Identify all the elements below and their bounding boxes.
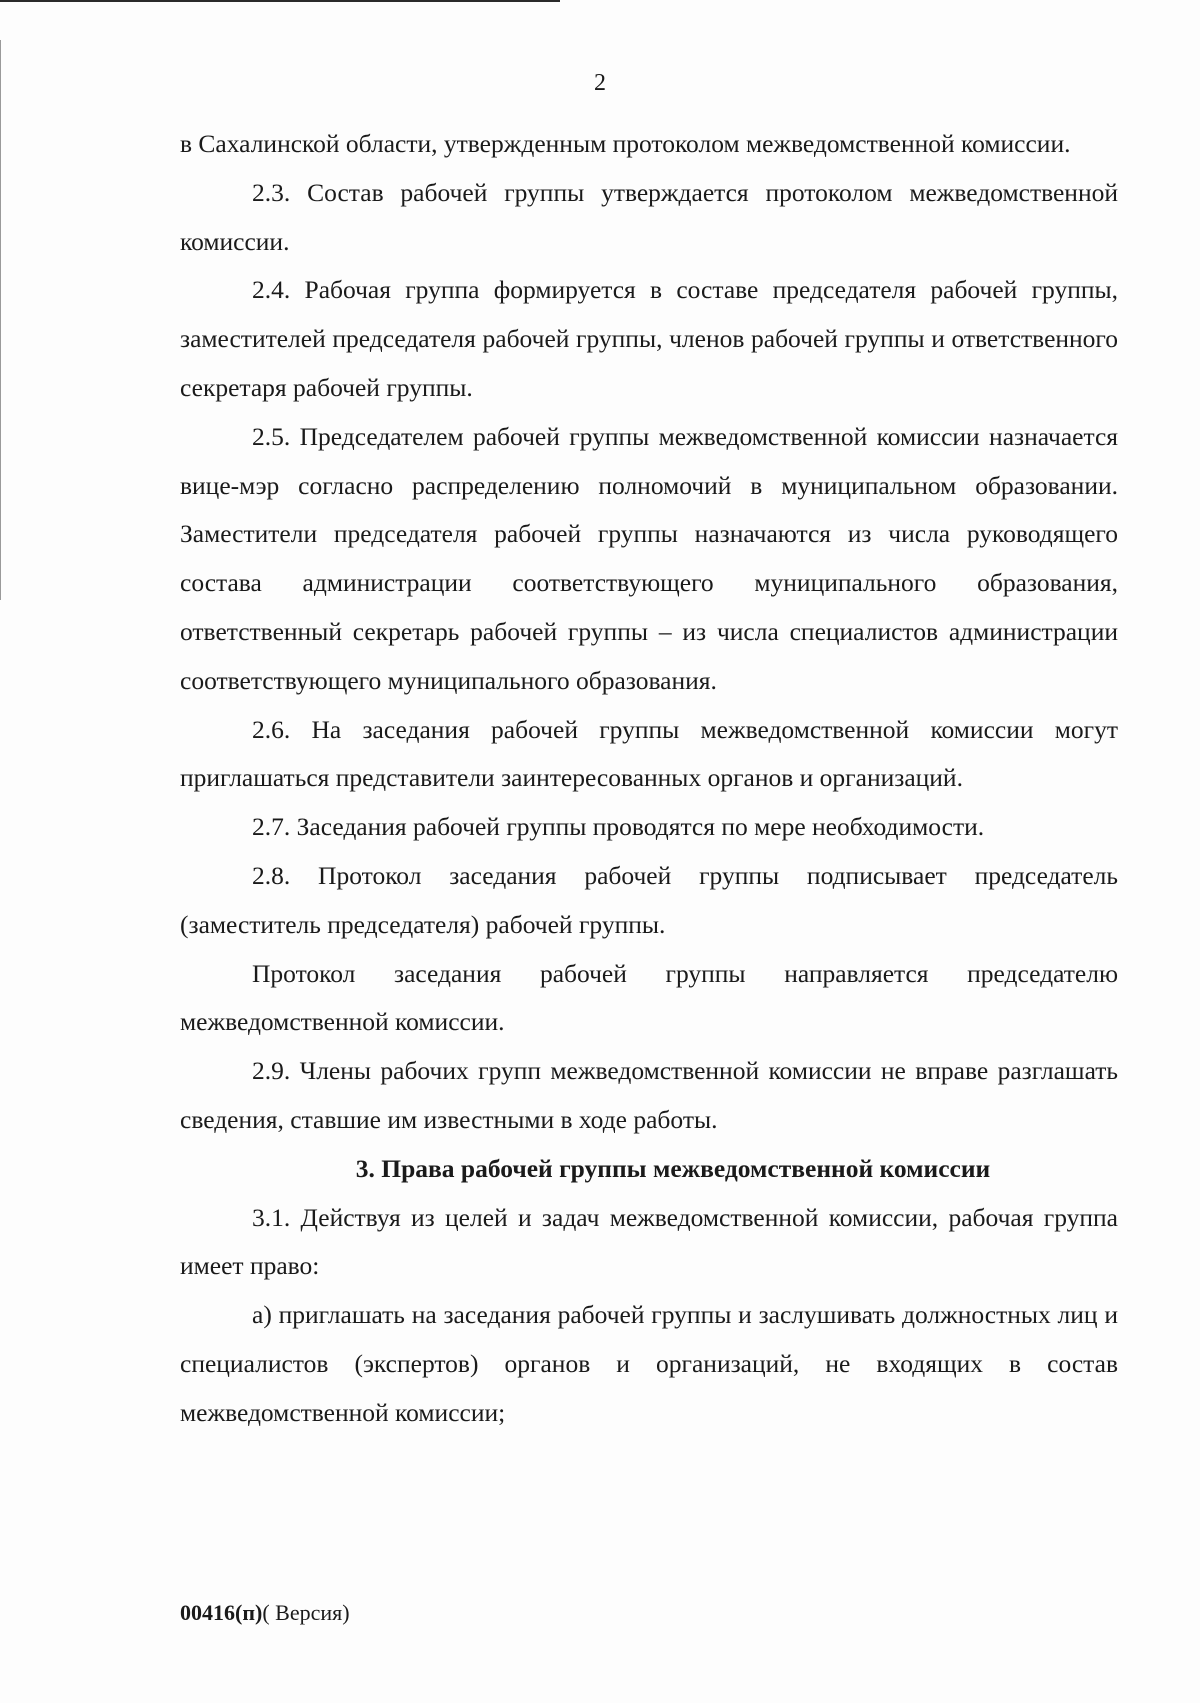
paragraph-3-1: 3.1. Действуя из целей и задач межведомственной комиссии, рабочая группа имеет право: [180, 1202, 1118, 1281]
paragraph-2-7: 2.7. Заседания рабочей группы проводятся по мере необходимости. [252, 812, 985, 842]
top-border-line [0, 0, 560, 2]
paragraph-2-8: 2.8. Протокол заседания рабочей группы подписывает председатель (заместитель председателя) рабочей группы. [180, 860, 1118, 939]
paragraph-2-5: 2.5. Председателем рабочей группы межведомственной комиссии назначается вице-мэр согласно распределению полномочий в муниципальном образовании. Заместители председателя рабочей группы назначаются из числа руководящего состава администрации соответствующего муниципального образования, ответственный секретарь рабочей группы – из числа специалистов администрации соответствующего муниципального образования. [180, 421, 1118, 695]
left-border-line [0, 40, 1, 600]
paragraph-2-4: 2.4. Рабочая группа формируется в составе председателя рабочей группы, заместителей председателя рабочей группы, членов рабочей группы и ответственного секретаря рабочей группы. [180, 275, 1118, 402]
paragraph-2-9: 2.9. Члены рабочих групп межведомственной комиссии не вправе разглашать сведения, ставшие им известными в ходе работы. [180, 1056, 1118, 1134]
document-code: 00416(п) [180, 1600, 263, 1625]
paragraph-2-6: 2.6. На заседания рабочей группы межведомственной комиссии могут приглашаться представители заинтересованных органов и организаций. [180, 714, 1118, 793]
paragraph-2-3: 2.3. Состав рабочей группы утверждается протоколом межведомственной комиссии. [180, 177, 1118, 256]
paragraph-3-1-a: а) приглашать на заседания рабочей группы и заслушивать должностных лиц и специалистов (экспертов) органов и организаций, не входящих в состав межведомственной комиссии; [180, 1300, 1118, 1427]
page-number: 2 [594, 70, 606, 96]
section-heading-3: 3. Права рабочей группы межведомственной комиссии [355, 1153, 991, 1183]
document-body [180, 120, 1118, 1438]
paragraph-continuation: в Сахалинской области, утвержденным протоколом межведомственной комиссии. [180, 129, 1071, 158]
document-footer [180, 1600, 350, 1626]
document-version: ( Версия) [262, 1600, 350, 1625]
paragraph-2-8-protocol: Протокол заседания рабочей группы направляется председателю межведомственной комиссии. [180, 958, 1118, 1037]
